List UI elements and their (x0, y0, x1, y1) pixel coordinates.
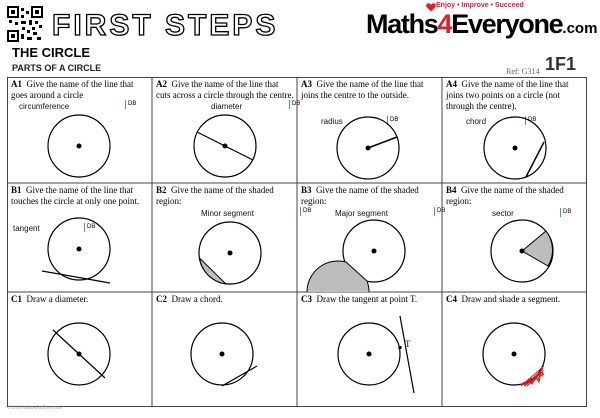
answer-text: chord (466, 117, 487, 126)
question-prompt: Draw a diameter. (26, 294, 89, 304)
question-prompt: Give the name of the line that joins the centre to the outside. (301, 79, 424, 100)
question-cell-c3 (297, 292, 442, 407)
centre-point (228, 251, 233, 256)
question-prompt: Give the name of the shaded region: (446, 185, 564, 206)
centre-point (77, 352, 82, 357)
question-prompt: Give the name of the line that joins two points on a circle (not through the centre). (446, 79, 569, 111)
question-prompt: Draw the tangent at point T. (316, 294, 418, 304)
qr-code-icon (7, 6, 43, 42)
answer-text: Minor segment (201, 209, 254, 218)
point-t-label: T (405, 339, 411, 349)
question-prompt: Give the name of the line that cuts across a circle through the centre. (156, 79, 294, 100)
logo-part-everyone: Everyone (451, 9, 563, 39)
question-cell-c1 (7, 292, 152, 407)
worksheet-header (0, 0, 600, 46)
red-shaded-segment (521, 366, 544, 386)
answer-text: diameter (211, 102, 243, 111)
logo-part-4: 4 (437, 9, 452, 39)
centre-point (220, 352, 225, 357)
question-number: B4 (446, 185, 457, 195)
centre-point (520, 249, 525, 254)
logo-part-com: .com (562, 20, 598, 37)
question-prompt: Give the name of the line that touches the circle at only one point. (11, 185, 140, 206)
db-tag: DB (560, 208, 571, 217)
question-prompt: Draw a chord. (171, 294, 223, 304)
radius-line (368, 137, 397, 148)
page-title: THE CIRCLE (12, 45, 90, 60)
tagline: Enjoy • Improve • Succeed (436, 2, 524, 9)
question-prompt: Draw and shade a segment. (461, 294, 561, 304)
drawn-chord-line (222, 366, 257, 386)
question-number: A4 (446, 79, 457, 89)
centre-point (77, 144, 82, 149)
db-tag: DB (300, 207, 311, 216)
circle-diagram (297, 292, 442, 407)
question-number: B3 (301, 185, 312, 195)
circle-diagram (297, 77, 442, 183)
centre-point (512, 352, 517, 357)
question-prompt: Give the name of the line that goes around a circle (11, 79, 134, 100)
question-cell-b3 (297, 183, 446, 292)
centre-point (366, 146, 371, 151)
point-t-marker (399, 346, 402, 349)
worksheet-code: 1F1 (545, 54, 577, 74)
site-logo (366, 9, 597, 40)
question-prompt: Give the name of the shaded region: (301, 185, 419, 206)
logo-part-maths: Maths (366, 9, 438, 39)
answer-text: sector (492, 209, 514, 218)
answer-text: tangent (13, 224, 40, 233)
tangent-line (42, 271, 110, 283)
circle-diagram (152, 292, 297, 407)
question-number: A1 (11, 79, 22, 89)
centre-point (513, 146, 518, 151)
question-number: B1 (11, 185, 22, 195)
db-tag: DB (289, 100, 300, 109)
answer-text: radius (321, 117, 343, 126)
circle-diagram (442, 77, 587, 183)
answer-text: circumference (19, 102, 70, 111)
answer-text: Major segment (335, 209, 388, 218)
circle-diagram (7, 183, 152, 292)
drawn-tangent-line (400, 316, 414, 393)
db-tag: DB (125, 100, 136, 109)
question-number: C1 (11, 294, 22, 304)
db-tag: DB (387, 116, 398, 125)
question-number: C2 (156, 294, 167, 304)
shaded-sector (522, 231, 552, 266)
question-cell-a1 (7, 77, 152, 183)
reference-number: Ref: G314 (506, 67, 540, 76)
question-cell-c2 (152, 292, 297, 407)
question-number: A3 (301, 79, 312, 89)
shaded-minor-segment (200, 258, 227, 284)
question-number: A2 (156, 79, 167, 89)
question-number: C3 (301, 294, 312, 304)
question-cell-a3 (297, 77, 442, 183)
question-cell-c4 (442, 292, 587, 407)
question-number: B2 (156, 185, 167, 195)
circle-diagram (442, 183, 587, 292)
db-tag: DB (525, 116, 536, 125)
db-tag: DB (84, 223, 95, 232)
circle-diagram (297, 183, 442, 292)
question-cell-b4 (442, 183, 587, 292)
question-cell-b1 (7, 183, 152, 292)
circle-diagram (7, 77, 152, 183)
footer-copyright: © 2016 MathsForEveryone (7, 406, 62, 411)
shaded-major-segment (307, 261, 369, 292)
question-grid (7, 77, 587, 407)
question-cell-a2 (152, 77, 301, 183)
question-prompt: Give the name of the shaded region: (156, 185, 274, 206)
question-cell-a4 (442, 77, 587, 183)
circle-diagram (442, 292, 587, 407)
centre-point (223, 144, 228, 149)
brand-title: FIRST STEPS (52, 9, 279, 42)
db-tag: DB (434, 207, 445, 216)
centre-point (372, 249, 377, 254)
question-number: C4 (446, 294, 457, 304)
circle-diagram (7, 292, 152, 407)
centre-point (77, 247, 82, 252)
centre-point (367, 352, 372, 357)
circle-diagram (152, 77, 297, 183)
circle-diagram (152, 183, 297, 292)
page-subtitle: PARTS OF A CIRCLE (12, 63, 102, 73)
